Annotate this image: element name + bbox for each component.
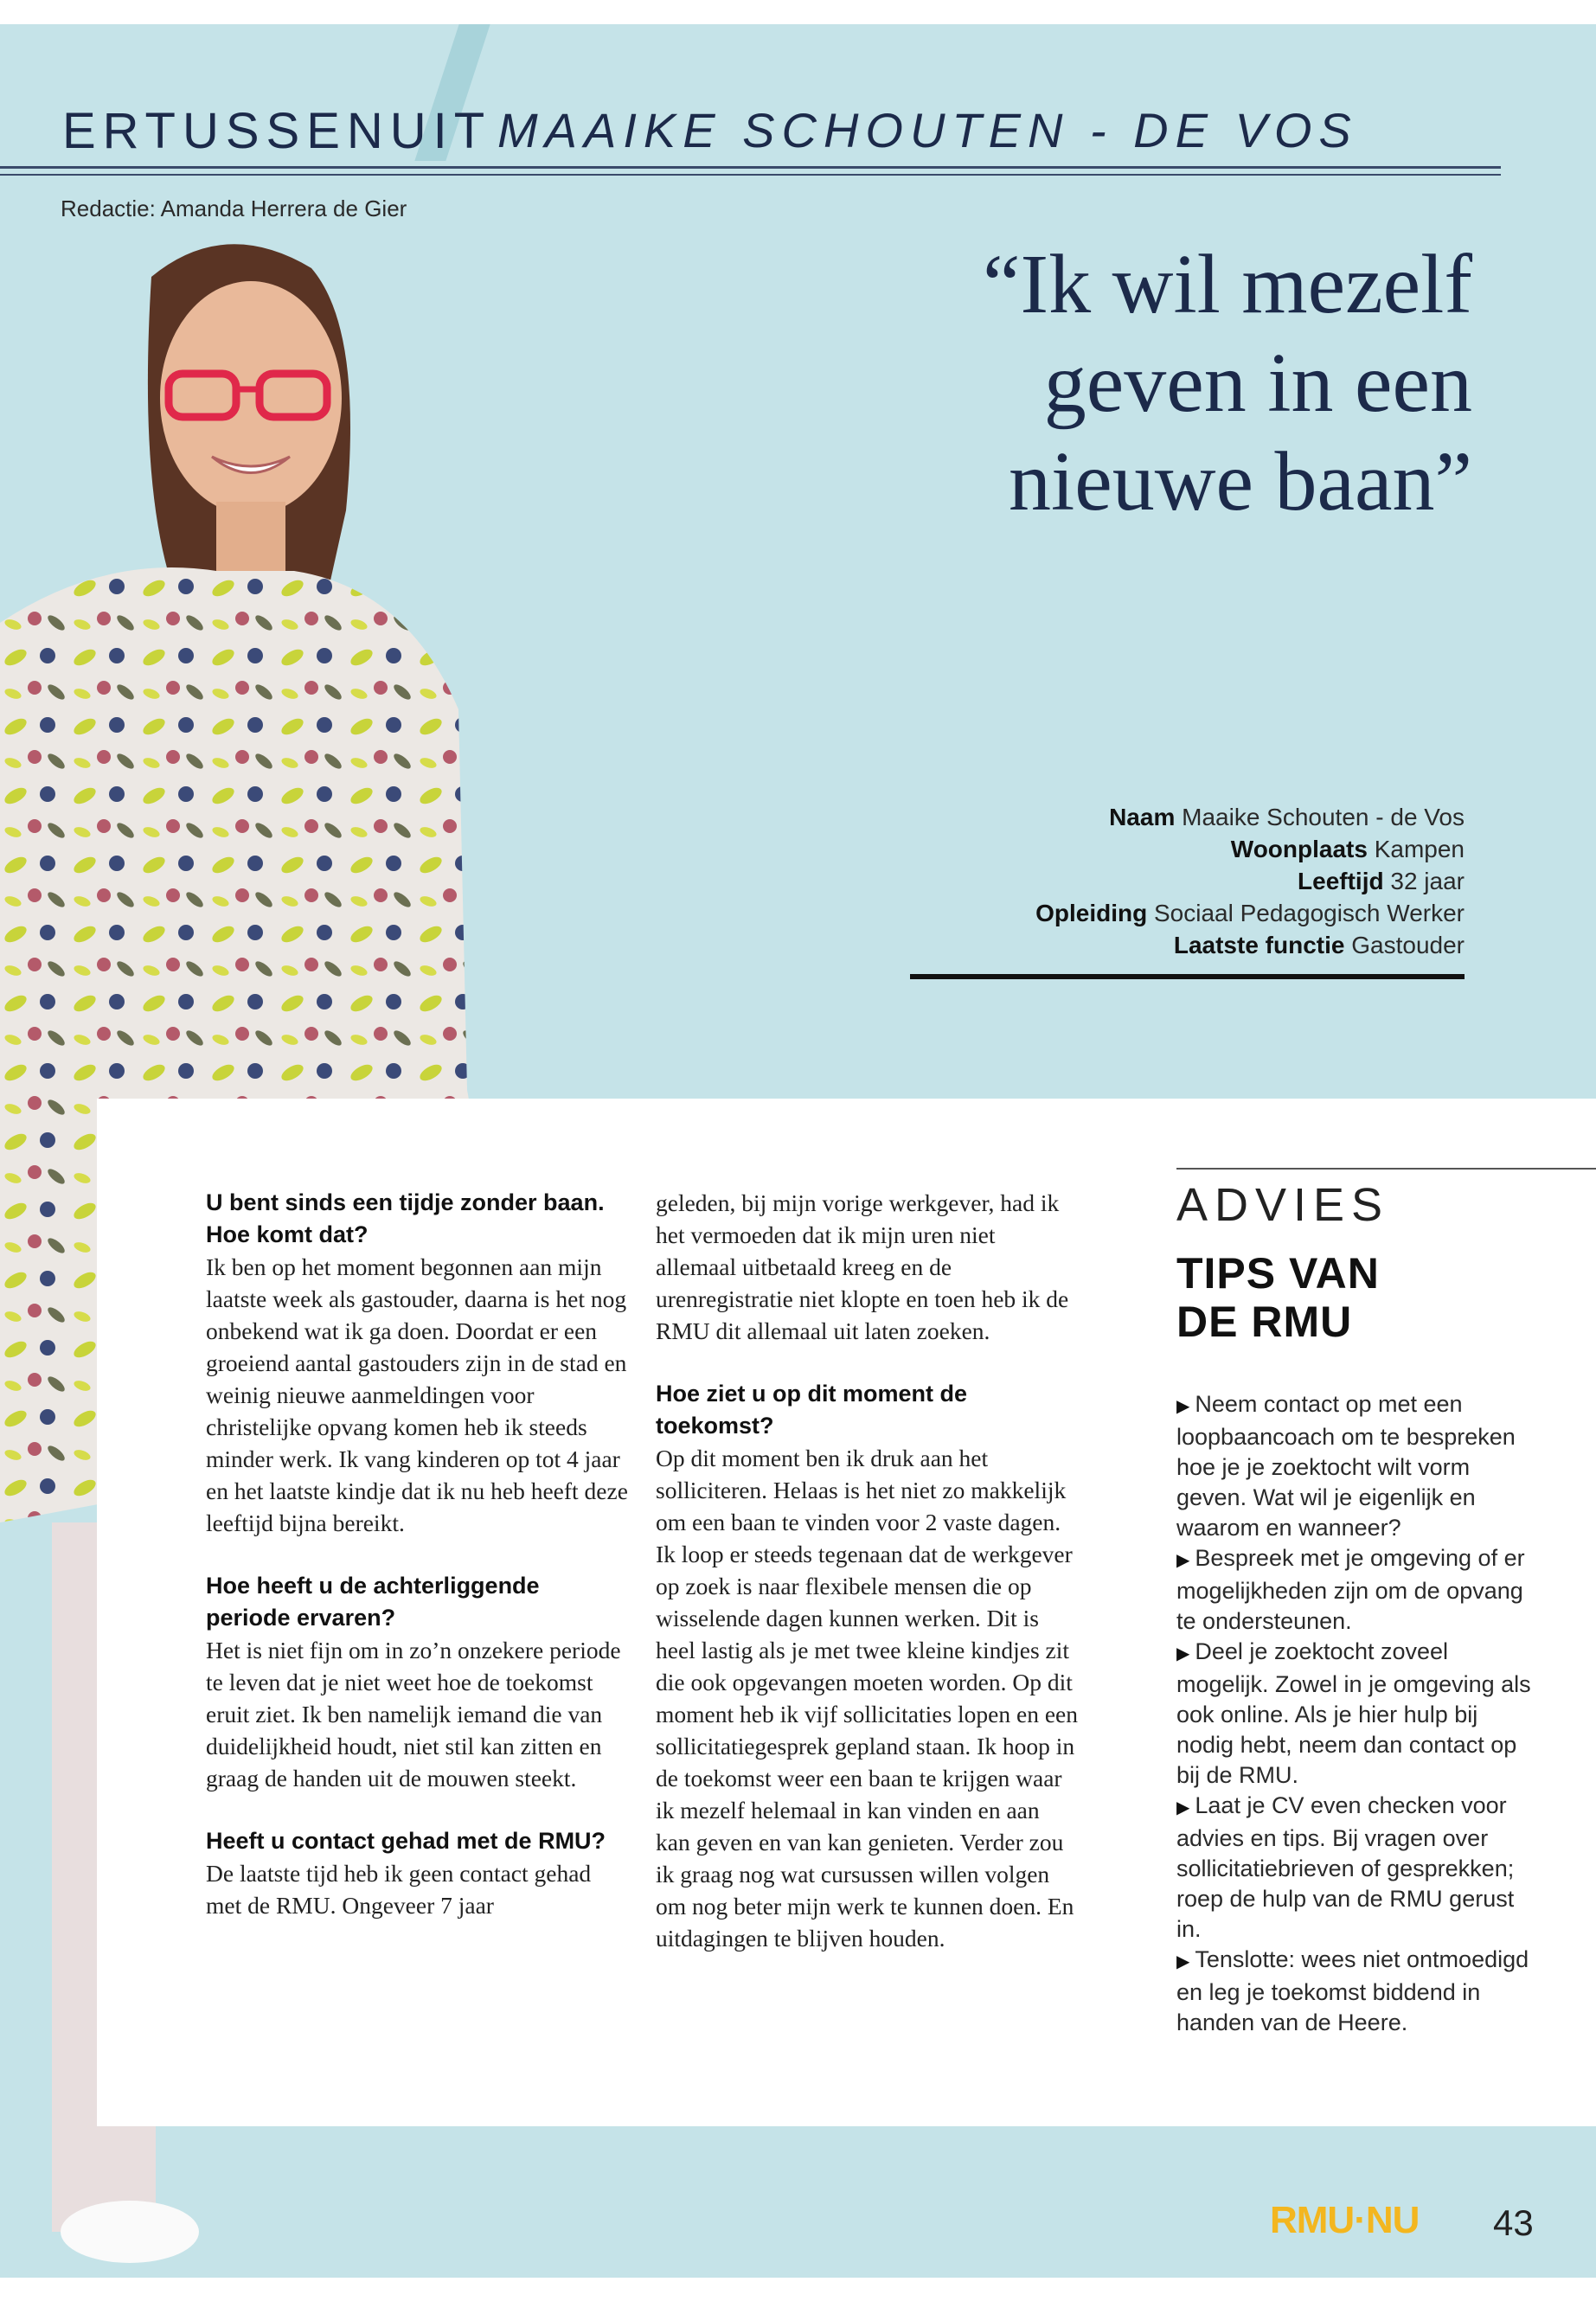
interview-question: Hoe ziet u op dit moment de toekomst? <box>656 1381 968 1439</box>
advice-subtitle-line: TIPS VAN <box>1176 1249 1380 1298</box>
interview-answer: Op dit moment ben ik druk aan het solliciteren. Helaas is het niet zo makkelijk om een baan te vinden voor 2 vaste dagen. Ik loop er steeds tegenaan dat de werkgever op zoek is naar flexibele mensen die op wisselende dagen kunnen werken. Dit is heel lastig als je met twee kleine kindjes zit die ook opgevangen moeten worden. Op dit moment heb ik vijf sollicitaties lopen en een sollicitatiegesprek gepland staan. Ik hoop in de toekomst weer een baan te krijgen waar ik mezelf helemaal in kan vinden en aan kan geven en van kan genieten. Verder zou ik graag nog wat cursussen willen volgen om nog beter mijn werk te kunnen doen. En uitdagingen te blijven houden. <box>656 1445 1079 1952</box>
triangle-bullet-icon: ▶ <box>1176 1397 1190 1416</box>
rmu-nu-logo: RMU·NU <box>1270 2199 1420 2241</box>
page-number: 43 <box>1493 2202 1534 2243</box>
triangle-bullet-icon: ▶ <box>1176 1551 1190 1570</box>
profile-label: Leeftijd <box>1298 868 1384 894</box>
profile-label: Woonplaats <box>1230 836 1368 862</box>
section-title: ERTUSSENUIT <box>62 103 492 159</box>
profile-row-education <box>859 897 1465 929</box>
profile-value: Kampen <box>1374 836 1465 862</box>
tip-item <box>1176 1389 1531 1543</box>
profile-row-name <box>859 801 1465 833</box>
pull-quote <box>867 235 1472 531</box>
tip-text: Tenslotte: wees niet ontmoedigd en leg je toekomst biddend in handen van de Heere. <box>1176 1946 1529 2035</box>
interview-column-1 <box>206 1187 630 1952</box>
profile-row-residence <box>859 833 1465 865</box>
tip-text: Neem contact op met een loopbaancoach om te bespreken hoe je je zoektocht wilt vorm geven. Wat wil je eigenlijk en waarom en wanneer? <box>1176 1391 1516 1541</box>
profile-label: Laatste functie <box>1173 932 1345 958</box>
tip-text: Laat je CV even checken voor advies en tips. Bij vragen over sollicitatiebrieven of gesprekken; roep de hulp van de RMU gerust in. <box>1176 1792 1515 1942</box>
profile-info <box>859 801 1465 961</box>
profile-value: 32 jaar <box>1390 868 1465 894</box>
editor-credit: Redactie: Amanda Herrera de Gier <box>61 195 407 221</box>
interview-answer: De laatste tijd heb ik geen contact gehad met de RMU. Ongeveer 7 jaar <box>206 1860 592 1919</box>
tip-item <box>1176 1791 1531 1945</box>
header-rule-secondary <box>0 174 1501 176</box>
advice-tips <box>1176 1389 1531 2038</box>
profile-label: Naam <box>1109 804 1176 830</box>
subject-name: MAAIKE SCHOUTEN - DE VOS <box>497 103 1358 157</box>
profile-value: Maaike Schouten - de Vos <box>1182 804 1465 830</box>
profile-value: Sociaal Pedagogisch Werker <box>1153 900 1465 926</box>
triangle-bullet-icon: ▶ <box>1176 1644 1190 1663</box>
interview-answer: Het is niet fijn om in zo’n onzekere periode te leven dat je niet weet hoe de toekomst eruit ziet. Ik ben namelijk iemand die van duidelijkheid houdt, niet stil kan zitten en graag de handen uit de mouwen steekt. <box>206 1637 621 1791</box>
interview-question: Heeft u contact gehad met de RMU? <box>206 1828 606 1854</box>
profile-value: Gastouder <box>1351 932 1465 958</box>
advice-title: ADVIES <box>1176 1179 1390 1231</box>
profile-rule <box>910 974 1465 979</box>
advice-subtitle-line: DE RMU <box>1176 1298 1353 1346</box>
interview-answer: geleden, bij mijn vorige werkgever, had ik het vermoeden dat ik mijn uren niet allemaal uitbetaald kreeg en de urenregistratie niet klopte en toen heb ik de RMU dit allemaal uit laten zoeken. <box>656 1189 1069 1344</box>
interview-answer: Ik ben op het moment begonnen aan mijn laatste week als gastouder, daarna is het nog onbekend wat ik ga doen. Doordat er een groeiend aantal gastouders zijn in de stad en weinig nieuwe aanmeldingen voor christelijke opvang komen heb ik steeds minder werk. Ik vang kinderen op tot 4 jaar en het laatste kindje dat ik nu heb heeft deze leeftijd bijna bereikt. <box>206 1253 628 1536</box>
pull-quote-line: nieuwe baan” <box>1009 435 1472 529</box>
interview-column-2 <box>656 1187 1080 1985</box>
header-rule <box>0 166 1501 169</box>
advice-rule <box>1176 1168 1596 1170</box>
triangle-bullet-icon: ▶ <box>1176 1952 1190 1971</box>
triangle-bullet-icon: ▶ <box>1176 1798 1190 1817</box>
pull-quote-line: geven in een <box>1043 336 1472 430</box>
tip-item <box>1176 1543 1531 1637</box>
tip-item <box>1176 1637 1531 1791</box>
interview-question: U bent sinds een tijdje zonder baan. Hoe komt dat? <box>206 1189 605 1247</box>
interview-question: Hoe heeft u de achterliggende periode ervaren? <box>206 1573 540 1631</box>
tip-text: Deel je zoektocht zoveel mogelijk. Zowel in je omgeving als ook online. Als je hier hulp bij nodig hebt, neem dan contact op bij de RMU. <box>1176 1638 1531 1788</box>
profile-row-age <box>859 865 1465 897</box>
tip-text: Bespreek met je omgeving of er mogelijkheden zijn om de opvang te ondersteunen. <box>1176 1545 1525 1634</box>
profile-label: Opleiding <box>1035 900 1148 926</box>
tip-item <box>1176 1945 1531 2038</box>
advice-subtitle <box>1176 1249 1380 1346</box>
pull-quote-line: “Ik wil mezelf <box>983 238 1472 331</box>
profile-row-last-job <box>859 929 1465 961</box>
